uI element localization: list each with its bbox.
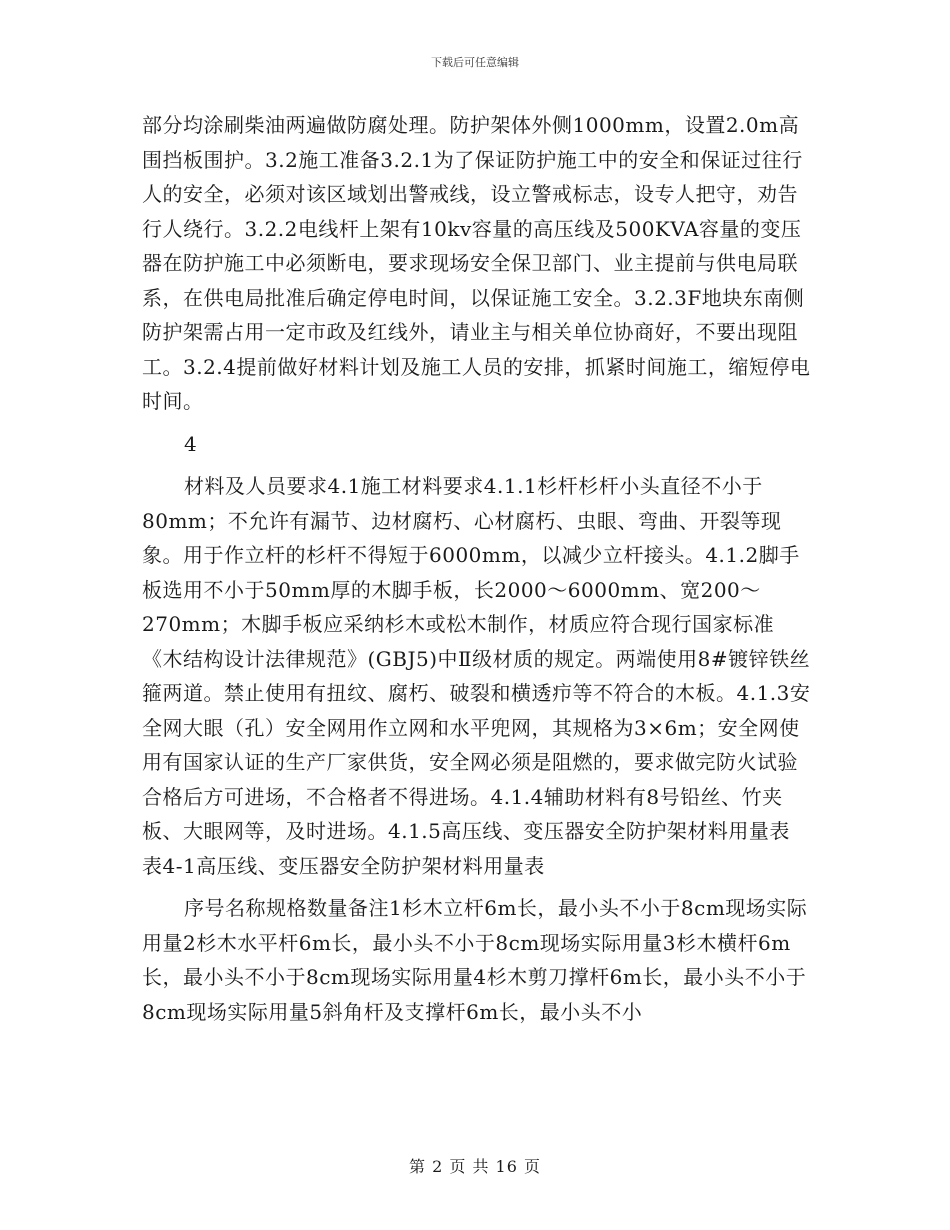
paragraph-materials-table: 序号名称规格数量备注1杉木立杆6m长，最小头不小于8cm现场实际用量2杉木水平杆6m长，最小头不小于8cm现场实际用量3杉木横杆6m长，最小头不小于8cm现场实际用量4杉木剪刀撑杆6m长，最小头不小于8cm现场实际用量5斜角杆及支撑杆6m长，最小头不小 bbox=[142, 896, 808, 1024]
page-header: 下载后可任意编辑 bbox=[431, 56, 519, 69]
page-footer: 第 2 页 共 16 页 bbox=[409, 1157, 541, 1176]
section-number: 4 bbox=[184, 431, 198, 456]
document-body bbox=[142, 108, 814, 1029]
paragraph-materials-requirements: 材料及人员要求4.1施工材料要求4.1.1杉杆杉杆小头直径不小于80mm；不允许有漏节、边材腐朽、心材腐朽、虫眼、弯曲、开裂等现象。用于作立杆的杉杆不得短于6000mm，以减少立杆接头。4.1.2脚手板选用不小于50mm厚的木脚手板，长2000～6000mm、宽200～270mm；木脚手板应采纳杉木或松木制作，材质应符合现行国家标准《木结构设计法律规范》(GBJ5)中Ⅱ级材质的规定。两端使用8#镀锌铁丝箍两道。禁止使用有扭纹、腐朽、破裂和横透疖等不符合的木板。4.1.3安全网大眼（孔）安全网用作立网和水平兜网，其规格为3×6m；安全网使用有国家认证的生产厂家供货，安全网必须是阻燃的，要求做完防火试验合格后方可进场，不合格者不得进场。4.1.4辅助材料有8号铅丝、竹夹板、大眼网等，及时进场。4.1.5高压线、变压器安全防护架材料用量表 表4-1高压线、变压器安全防护架材料用量表 bbox=[142, 474, 811, 878]
paragraph-construction-prep: 部分均涂刷柴油两遍做防腐处理。防护架体外侧1000mm，设置2.0m高围挡板围护。3.2施工准备3.2.1为了保证防护施工中的安全和保证过往行人的安全，必须对该区域划出警戒线，设立警戒标志，设专人把守，劝告行人绕行。3.2.2电线杆上架有10kv容量的高压线及500KVA容量的变压器在防护施工中必须断电，要求现场安全保卫部门、业主提前与供电局联系，在供电局批准后确定停电时间，以保证施工安全。3.2.3F地块东南侧防护架需占用一定市政及红线外，请业主与相关单位协商好，不要出现阻工。3.2.4提前做好材料计划及施工人员的安排，抓紧时间施工，缩短停电时间。 bbox=[142, 113, 811, 413]
